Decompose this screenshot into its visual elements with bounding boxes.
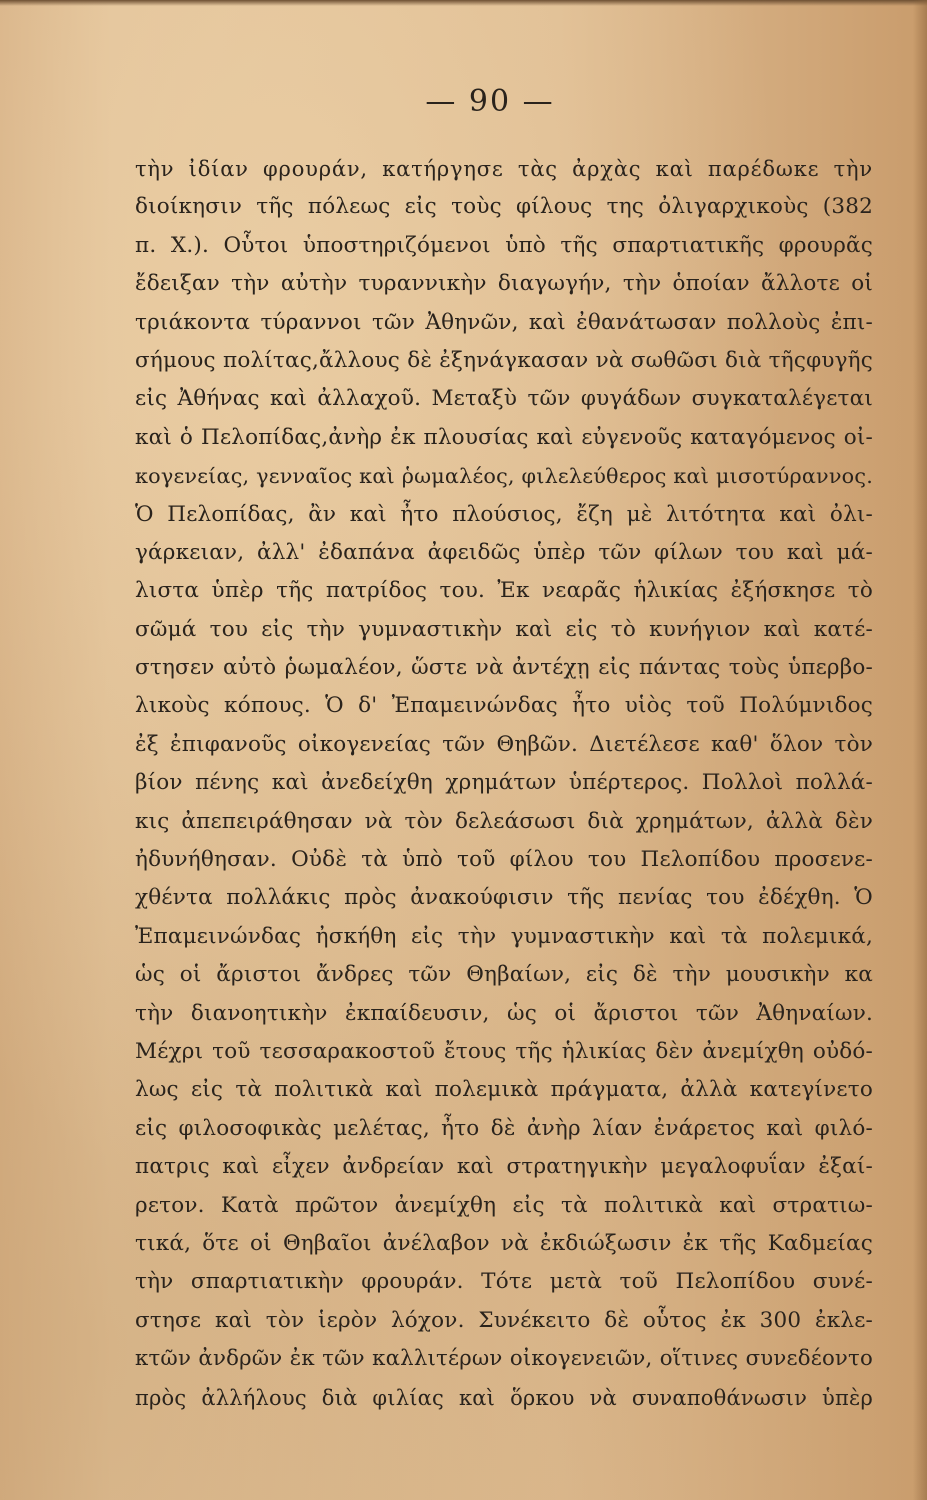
text-line: τὴν σπαρτιατικὴν φρουράν. Τότε μετὰ τοῦ Πελοπίδου συνέ- [135,1269,873,1295]
text-line: χθέντα πολλάκις πρὸς ἀνακούφισιν τῆς πενίας του ἐδέχθη. Ὁ [135,885,873,911]
text-line: στησεν αὐτὸ ῥωμαλέον, ὥστε νὰ ἀντέχῃ εἰς πάντας τοὺς ὑπερβο- [135,655,873,681]
text-line: σήμους πολίτας,ἄλλους δὲ ἐξηνάγκασαν νὰ σωθῶσι διὰ τῆςφυγῆς [135,347,873,373]
text-line: σῶμά του εἰς τὴν γυμναστικὴν καὶ εἰς τὸ κυνήγιον καὶ κατέ- [135,616,873,642]
text-line: κις ἀπεπειράθησαν νὰ τὸν δελεάσωσι διὰ χρημάτων, ἀλλὰ δὲν [135,808,873,834]
body-text [135,150,873,1417]
text-line: ἔδειξαν τὴν αὐτὴν τυραννικὴν διαγωγήν, τὴν ὁποίαν ἄλλοτε οἱ [135,271,873,297]
text-line: Ἐπαμεινώνδας ἠσκήθη εἰς τὴν γυμναστικὴν καὶ τὰ πολεμικά, [135,923,873,949]
text-line: γάρκειαν, ἀλλ' ἐδαπάνα ἀφειδῶς ὑπὲρ τῶν φίλων του καὶ μά- [135,539,873,565]
text-line: διοίκησιν τῆς πόλεως εἰς τοὺς φίλους της ὀλιγαρχικοὺς (382 [135,194,873,220]
text-line: ἠδυνήθησαν. Οὐδὲ τὰ ὑπὸ τοῦ φίλου του Πελοπίδου προσενε- [135,847,873,873]
text-line: τριάκοντα τύραννοι τῶν Ἀθηνῶν, καὶ ἐθανάτωσαν πολλοὺς ἐπι- [135,309,873,335]
text-line: στησε καὶ τὸν ἱερὸν λόχον. Συνέκειτο δὲ οὗτος ἐκ 300 ἐκλε- [135,1307,873,1333]
text-line: πατρις καὶ εἶχεν ἀνδρείαν καὶ στρατηγικὴν μεγαλοφυΐαν ἐξαί- [135,1154,873,1180]
text-line: καὶ ὁ Πελοπίδας,ἀνὴρ ἐκ πλουσίας καὶ εὐγενοῦς καταγόμενος οἰ- [135,424,873,450]
text-line: εἰς Ἀθήνας καὶ ἀλλαχοῦ. Μεταξὺ τῶν φυγάδων συγκαταλέγεται [135,386,873,412]
text-line: λικοὺς κόπους. Ὁ δ' Ἐπαμεινώνδας ἦτο υἱὸς τοῦ Πολύμνιδος [135,693,873,719]
text-line: τὴν διανοητικὴν ἐκπαίδευσιν, ὡς οἱ ἄριστοι τῶν Ἀθηναίων. [135,1000,873,1026]
text-line: Μέχρι τοῦ τεσσαρακοστοῦ ἔτους τῆς ἡλικίας δὲν ἀνεμίχθη οὐδό- [135,1038,873,1064]
text-line: ἐξ ἐπιφανοῦς οἰκογενείας τῶν Θηβῶν. Διετέλεσε καθ' ὅλον τὸν [135,731,873,757]
text-line: πρὸς ἀλλήλους διὰ φιλίας καὶ ὅρκου νὰ συναποθάνωσιν ὑπὲρ [135,1385,873,1410]
page-binding-shadow [913,0,927,1500]
text-line: βίον πένης καὶ ἀνεδείχθη χρημάτων ὑπέρτερος. Πολλοὶ πολλά- [135,770,873,796]
text-line: κογενείας, γενναῖος καὶ ῥωμαλέος, φιλελεύθερος καὶ μισοτύραννος. [135,464,873,489]
text-line: τὴν ἰδίαν φρουράν, κατήργησε τὰς ἀρχὰς καὶ παρέδωκε τὴν [135,157,873,181]
text-line: Ὁ Πελοπίδας, ἂν καὶ ἦτο πλούσιος, ἔζη μὲ λιτότητα καὶ ὀλι- [135,501,873,527]
text-line: εἰς φιλοσοφικὰς μελέτας, ἦτο δὲ ἀνὴρ λίαν ἐνάρετος καὶ φιλό- [135,1115,873,1141]
text-line: λως εἰς τὰ πολιτικὰ καὶ πολεμικὰ πράγματα, ἀλλὰ κατεγίνετο [135,1077,873,1103]
page-top-edge-shadow [0,0,927,6]
text-line: λιστα ὑπὲρ τῆς πατρίδος του. Ἐκ νεαρᾶς ἡλικίας ἐξήσκησε τὸ [135,578,873,604]
text-line: π. Χ.). Οὗτοι ὑποστηριζόμενοι ὑπὸ τῆς σπαρτιατικῆς φρουρᾶς [135,232,873,258]
page-number: — 90 — [425,84,555,119]
text-line: κτῶν ἀνδρῶν ἐκ τῶν καλλιτέρων οἰκογενειῶν, οἵτινες συνεδέοντο [135,1346,873,1372]
text-line: τικά, ὅτε οἱ Θηβαῖοι ἀνέλαβον νὰ ἐκδιώξωσιν ἐκ τῆς Καδμείας [135,1230,873,1256]
text-line: ρετον. Κατὰ πρῶτον ἀνεμίχθη εἰς τὰ πολιτικὰ καὶ στρατιω- [135,1192,873,1218]
text-line: ὡς οἱ ἄριστοι ἄνδρες τῶν Θηβαίων, εἰς δὲ τὴν μουσικὴν κα [135,962,873,988]
